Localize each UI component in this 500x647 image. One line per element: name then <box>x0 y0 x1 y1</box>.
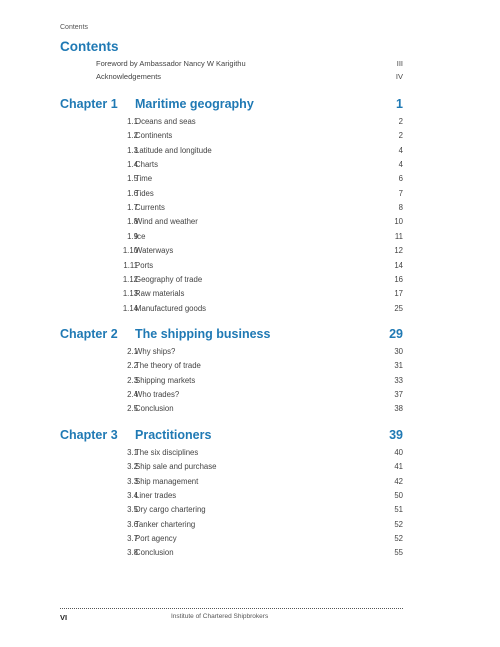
section-page-number: 55 <box>394 548 403 558</box>
footer-publisher: Institute of Chartered Shipbrokers <box>171 613 269 620</box>
section-number: 2.2 <box>127 361 138 371</box>
chapter-label: Chapter 1 <box>60 97 118 111</box>
section-title: Raw materials <box>135 289 185 299</box>
toc-entry[interactable] <box>110 203 403 215</box>
section-number: 1.11 <box>123 260 138 270</box>
section-number: 2.1 <box>127 347 138 356</box>
page-number: VI <box>60 613 68 622</box>
section-number: 1.13 <box>122 289 138 299</box>
section-page-number: 38 <box>394 404 403 414</box>
section-page-number: 17 <box>394 289 403 299</box>
section-number: 2.5 <box>127 404 138 414</box>
section-number: 3.5 <box>127 505 138 515</box>
section-page-number: 51 <box>394 505 403 515</box>
chapter-label: Chapter 2 <box>60 327 118 341</box>
entry-title: Foreword by Ambassador Nancy W Karigithu <box>96 59 246 68</box>
section-title: Dry cargo chartering <box>135 505 206 515</box>
toc-entry[interactable] <box>110 534 403 546</box>
running-head: Contents <box>60 24 89 31</box>
section-title: Ports <box>135 260 154 270</box>
entry-page-number: IV <box>395 72 403 81</box>
section-title: Shipping markets <box>135 375 196 385</box>
section-title: Waterways <box>135 246 174 256</box>
section-page-number: 4 <box>398 145 403 155</box>
toc-entry[interactable] <box>110 189 403 201</box>
section-number: 2.3 <box>127 375 138 385</box>
chapter-label: Chapter 3 <box>60 428 118 442</box>
section-title: The six disciplines <box>135 448 199 457</box>
toc-entry[interactable] <box>110 404 403 416</box>
section-number: 1.8 <box>127 217 138 227</box>
entry-page-number: III <box>396 59 403 68</box>
chapter-title: Maritime geography <box>135 97 254 111</box>
toc-entry[interactable] <box>110 548 403 560</box>
section-page-number: 8 <box>398 203 403 213</box>
section-number: 1.6 <box>127 188 138 198</box>
chapter-page-number: 1 <box>396 97 403 111</box>
section-page-number: 16 <box>394 274 403 284</box>
toc-entry[interactable] <box>110 347 403 359</box>
section-number: 1.10 <box>122 246 138 256</box>
toc-entry[interactable] <box>110 520 403 532</box>
section-page-number: 12 <box>394 246 403 256</box>
toc-entry[interactable] <box>110 232 403 244</box>
toc-entry[interactable] <box>110 261 403 273</box>
section-title: Continents <box>135 131 173 141</box>
section-title: The theory of trade <box>135 361 201 371</box>
section-title: Ship management <box>135 476 199 486</box>
toc-entry[interactable] <box>110 477 403 489</box>
section-number: 3.2 <box>127 462 138 472</box>
section-number: 1.1 <box>127 117 138 126</box>
chapter-page-number: 39 <box>389 428 403 442</box>
toc-entry[interactable] <box>110 376 403 388</box>
section-title: Oceans and seas <box>135 117 196 126</box>
toc-entry[interactable] <box>110 448 403 460</box>
section-page-number: 41 <box>394 462 403 472</box>
section-number: 1.3 <box>127 145 138 155</box>
toc-entry[interactable] <box>110 246 403 258</box>
section-page-number: 11 <box>394 231 403 241</box>
section-title: Latitude and longitude <box>135 145 212 155</box>
toc-entry[interactable] <box>110 146 403 158</box>
toc-entry[interactable] <box>110 390 403 402</box>
section-page-number: 37 <box>394 390 403 400</box>
section-page-number: 30 <box>394 347 403 356</box>
section-number: 1.12 <box>122 274 138 284</box>
toc-entry[interactable] <box>110 131 403 143</box>
toc-entry[interactable] <box>110 174 403 186</box>
section-number: 2.4 <box>127 390 138 400</box>
section-title: Conclusion <box>135 404 174 414</box>
page-title: Contents <box>60 39 119 54</box>
section-title: Tanker chartering <box>135 519 196 529</box>
section-page-number: 25 <box>394 303 403 313</box>
footer-divider <box>60 608 403 609</box>
section-number: 1.2 <box>127 131 138 141</box>
section-title: Wind and weather <box>135 217 198 227</box>
toc-entry[interactable] <box>110 289 403 301</box>
toc-entry[interactable] <box>110 117 403 129</box>
section-number: 3.4 <box>127 491 138 501</box>
entry-title: Acknowledgements <box>96 72 162 81</box>
section-number: 3.3 <box>127 476 138 486</box>
chapter-title: Practitioners <box>135 428 212 442</box>
toc-entry[interactable] <box>110 217 403 229</box>
section-number: 1.9 <box>127 231 138 241</box>
toc-entry[interactable] <box>110 304 403 316</box>
section-number: 3.8 <box>127 548 138 558</box>
section-title: Currents <box>135 203 165 213</box>
section-page-number: 31 <box>394 361 403 371</box>
section-page-number: 6 <box>398 174 403 184</box>
section-title: Port agency <box>135 534 177 544</box>
section-number: 3.1 <box>127 448 138 457</box>
section-title: Why ships? <box>135 347 176 356</box>
section-title: Ice <box>135 231 146 241</box>
section-title: Conclusion <box>135 548 174 558</box>
section-title: Charts <box>135 160 158 170</box>
section-number: 1.14 <box>122 303 138 313</box>
section-number: 3.6 <box>127 519 138 529</box>
section-number: 1.7 <box>127 203 138 213</box>
section-title: Manufactured goods <box>135 303 207 313</box>
section-number: 1.4 <box>127 160 138 170</box>
section-page-number: 52 <box>394 534 403 544</box>
toc-entry[interactable] <box>110 462 403 474</box>
section-page-number: 40 <box>394 448 403 457</box>
section-page-number: 10 <box>394 217 403 227</box>
section-title: Liner trades <box>135 491 177 501</box>
toc-entry[interactable] <box>110 491 403 503</box>
toc-entry[interactable] <box>110 361 403 373</box>
toc-entry[interactable] <box>110 275 403 287</box>
section-page-number: 52 <box>394 519 403 529</box>
section-title: Ship sale and purchase <box>135 462 217 472</box>
section-number: 3.7 <box>127 534 138 544</box>
section-page-number: 2 <box>398 117 403 126</box>
chapter-page-number: 29 <box>389 327 403 341</box>
section-page-number: 33 <box>394 375 403 385</box>
section-page-number: 4 <box>398 160 403 170</box>
section-page-number: 50 <box>394 491 403 501</box>
section-number: 1.5 <box>127 174 138 184</box>
section-title: Tides <box>135 188 154 198</box>
chapter-title: The shipping business <box>135 327 271 341</box>
section-page-number: 7 <box>398 188 403 198</box>
toc-entry[interactable] <box>110 160 403 172</box>
section-title: Time <box>135 174 153 184</box>
section-page-number: 2 <box>398 131 403 141</box>
section-title: Geography of trade <box>135 274 203 284</box>
section-page-number: 42 <box>394 476 403 486</box>
section-page-number: 14 <box>394 260 403 270</box>
section-title: Who trades? <box>135 390 180 400</box>
toc-entry[interactable] <box>110 505 403 517</box>
